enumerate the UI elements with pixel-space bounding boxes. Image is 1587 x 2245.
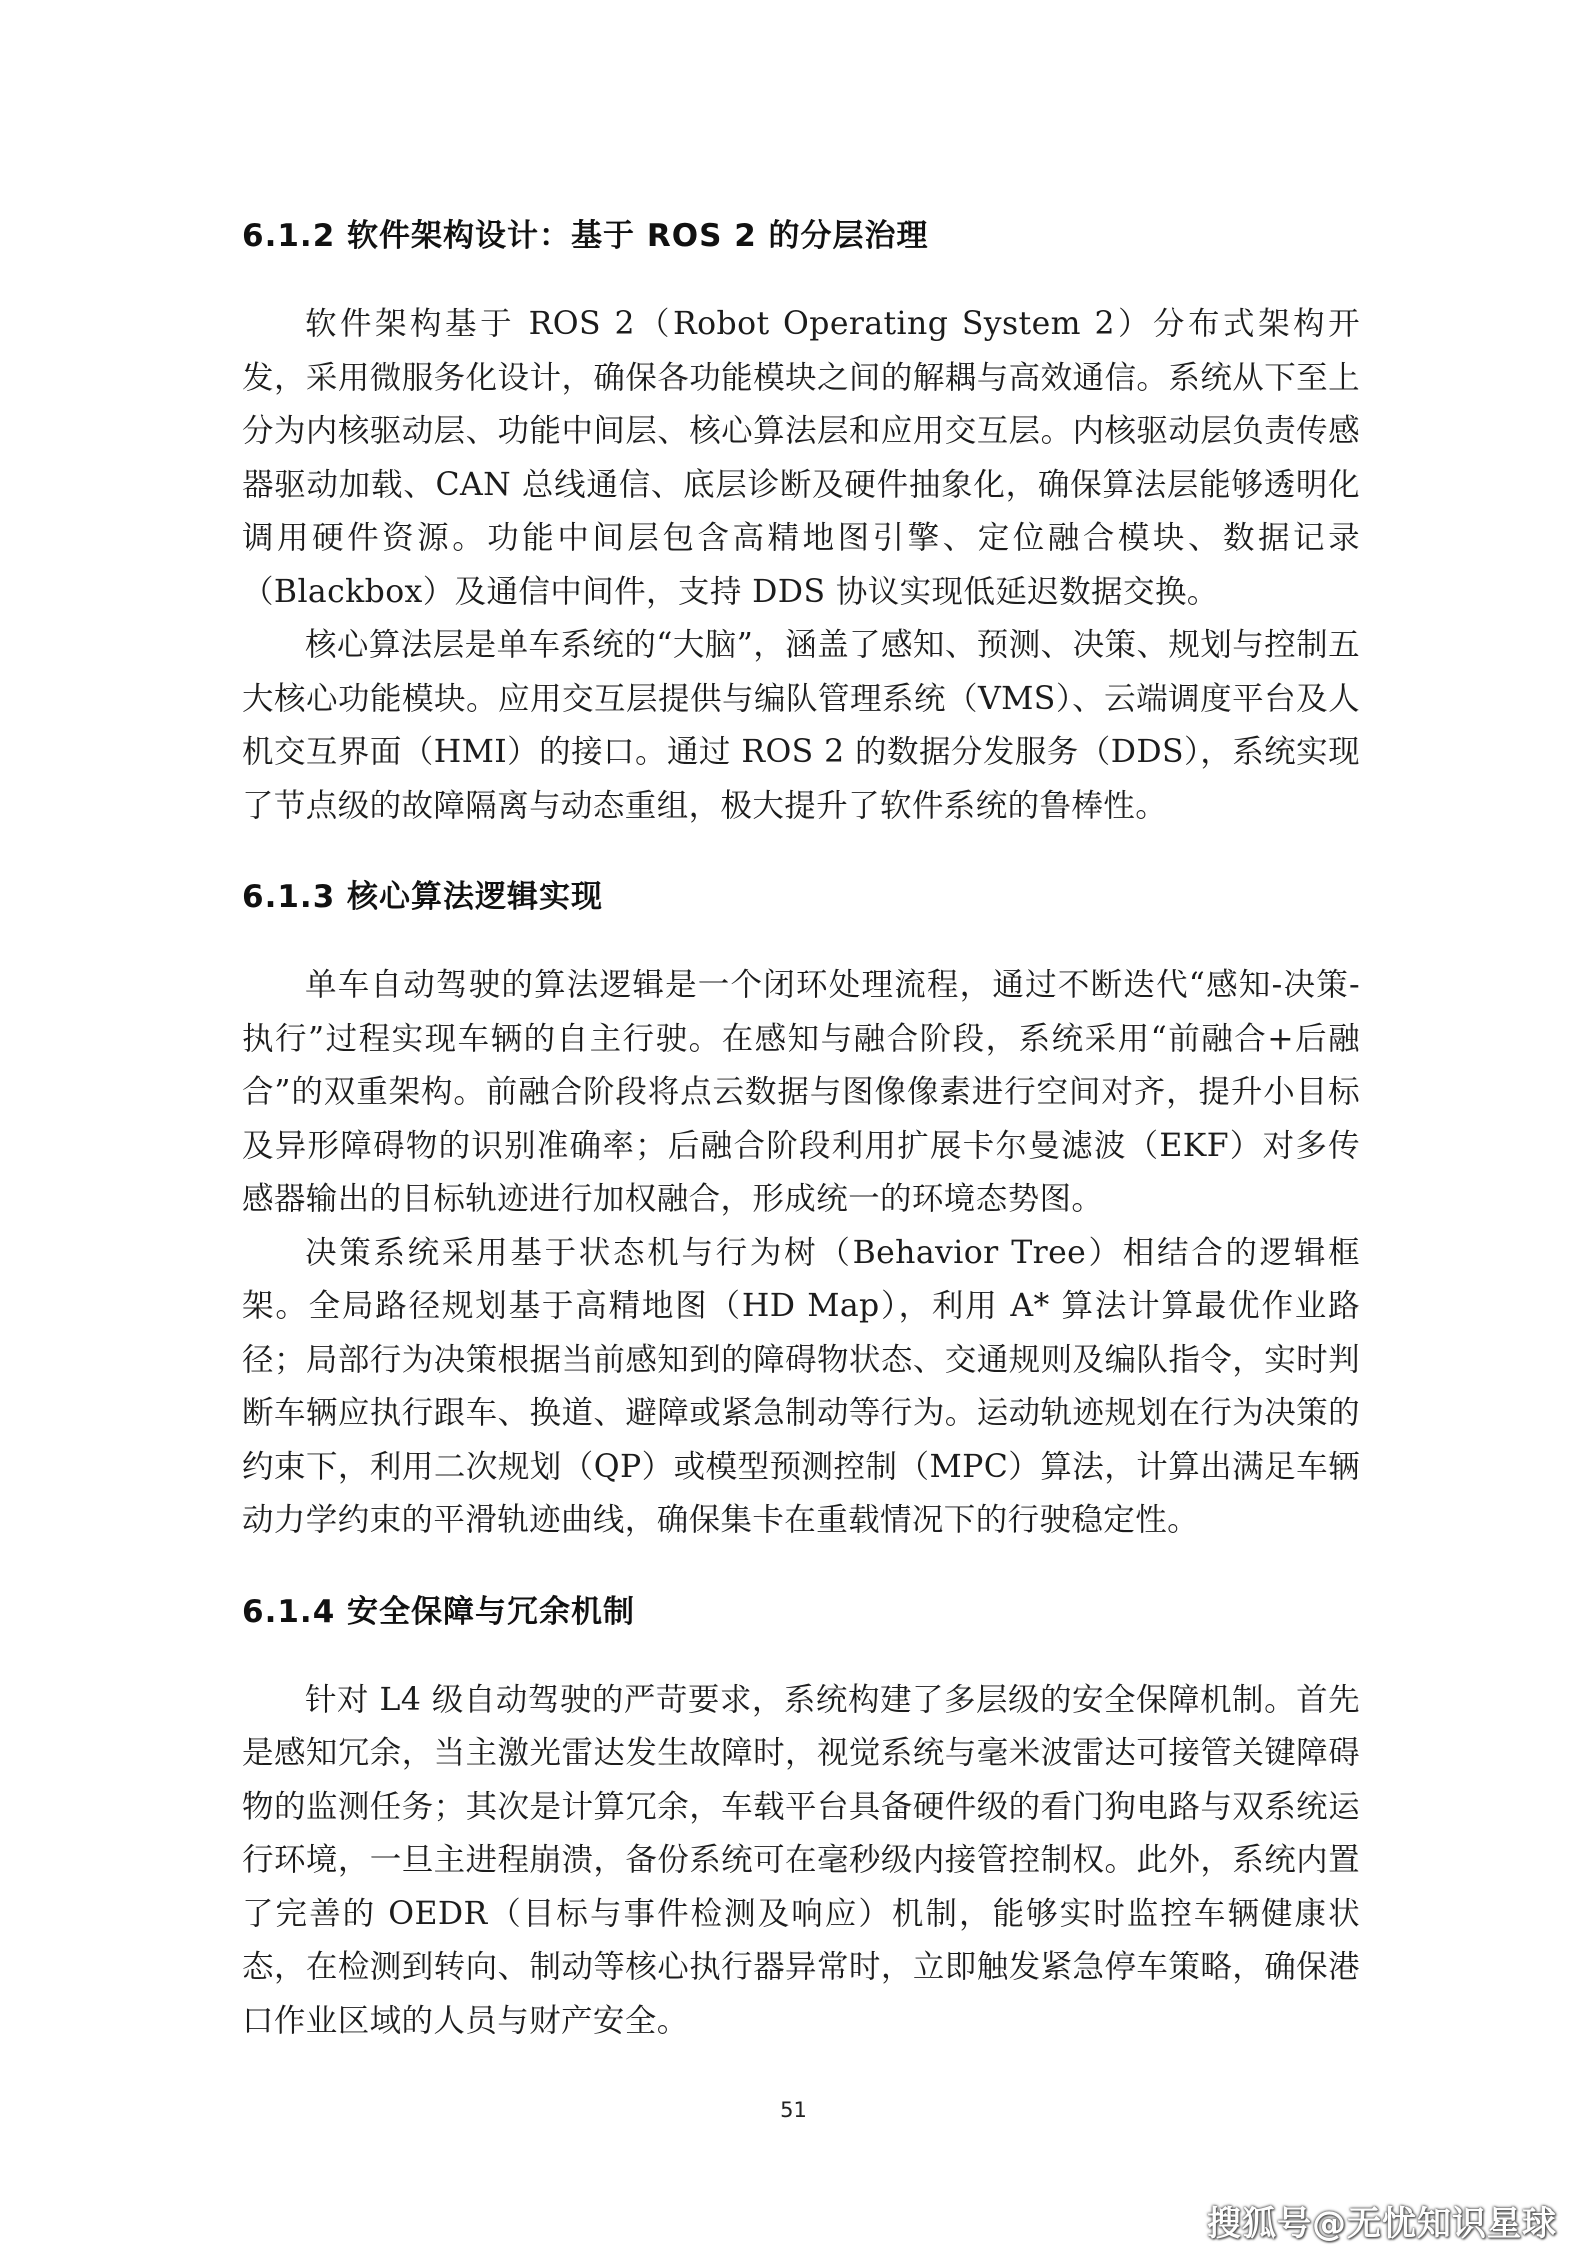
- paragraph: 决策系统采用基于状态机与行为树（Behavior Tree）相结合的逻辑框架。全局路径规划基于高精地图（HD Map），利用 A* 算法计算最优作业路径；局部行为决策根据当前感知到的障碍物状态、交通规则及编队指令，实时判断车辆应执行跟车、换道、避障或紧急制动等行为。运动轨迹规划在行为决策的约束下，利用二次规划（QP）或模型预测控制（MPC）算法，计算出满足车辆动力学约束的平滑轨迹曲线，确保集卡在重载情况下的行驶稳定性。: [242, 1234, 1360, 1538]
- paragraph: 针对 L4 级自动驾驶的严苛要求，系统构建了多层级的安全保障机制。首先是感知冗余，当主激光雷达发生故障时，视觉系统与毫米波雷达可接管关键障碍物的监测任务；其次是计算冗余，车载平台具备硬件级的看门狗电路与双系统运行环境，一旦主进程崩溃，备份系统可在毫秒级内接管控制权。此外，系统内置了完善的 OEDR（目标与事件检测及响应）机制，能够实时监控车辆健康状态，在检测到转向、制动等核心执行器异常时，立即触发紧急停车策略，确保港口作业区域的人员与财产安全。: [242, 1681, 1360, 2039]
- watermark: 搜狐号@无忧知识星球: [1207, 2204, 1557, 2244]
- section-6-1-2: [242, 206, 1360, 833]
- paragraph: 单车自动驾驶的算法逻辑是一个闭环处理流程，通过不断迭代“感知-决策-执行”过程实现车辆的自主行驶。在感知与融合阶段，系统采用“前融合+后融合”的双重架构。前融合阶段将点云数据与图像像素进行空间对齐，提升小目标及异形障碍物的识别准确率；后融合阶段利用扩展卡尔曼滤波（EKF）对多传感器输出的目标轨迹进行加权融合，形成统一的环境态势图。: [242, 967, 1360, 1217]
- section-heading: 6.1.4 安全保障与冗余机制: [242, 1593, 636, 1630]
- document-page: [242, 180, 1360, 2048]
- paragraph: 核心算法层是单车系统的“大脑”，涵盖了感知、预测、决策、规划与控制五大核心功能模块。应用交互层提供与编队管理系统（VMS）、云端调度平台及人机交互界面（HMI）的接口。通过 ROS 2 的数据分发服务（DDS），系统实现了节点级的故障隔离与动态重组，极大提升了软件系统的鲁棒性。: [242, 627, 1360, 824]
- page-number: 51: [780, 2098, 807, 2122]
- section-6-1-4: [242, 1582, 1360, 2049]
- section-heading: 6.1.3 核心算法逻辑实现: [242, 879, 604, 915]
- section-heading: 6.1.2 软件架构设计：基于 ROS 2 的分层治理: [242, 218, 929, 254]
- paragraph: 软件架构基于 ROS 2（Robot Operating System 2）分布式架构开发，采用微服务化设计，确保各功能模块之间的解耦与高效通信。系统从下至上分为内核驱动层、功能中间层、核心算法层和应用交互层。内核驱动层负责传感器驱动加载、CAN 总线通信、底层诊断及硬件抽象化，确保算法层能够透明化调用硬件资源。功能中间层包含高精地图引擎、定位融合模块、数据记录（Blackbox）及通信中间件，支持 DDS 协议实现低延迟数据交换。: [242, 306, 1360, 610]
- section-6-1-3: [242, 867, 1360, 1548]
